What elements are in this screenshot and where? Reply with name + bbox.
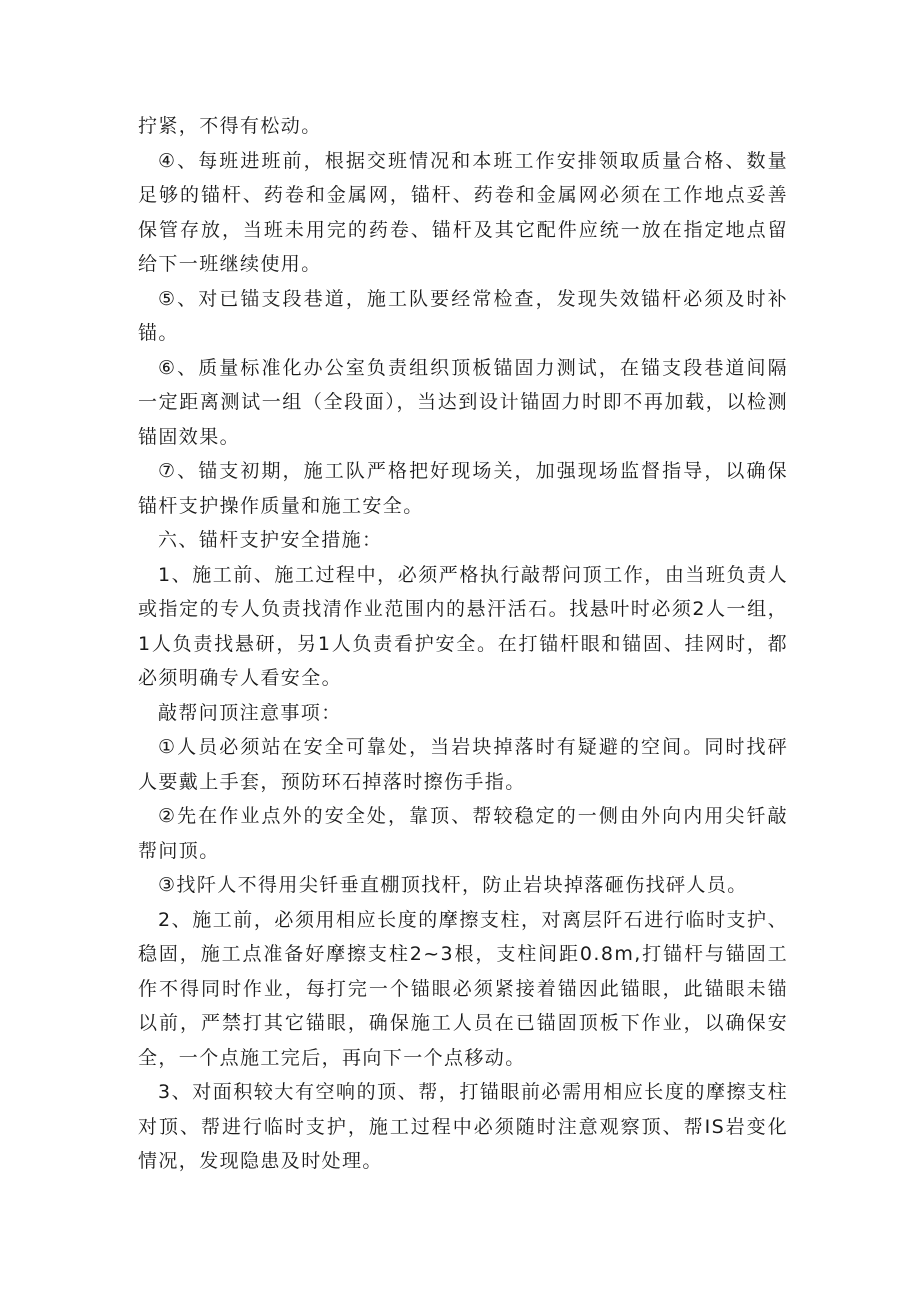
document-body bbox=[138, 109, 788, 1179]
paragraph-measure-3: 3、对面积较大有空响的顶、帮，打锚眼前必需用相应长度的摩擦支柱对顶、帮进行临时支护，施工过程中必须随时注意观察顶、帮IS岩变化情况，发现隐患及时处理。 bbox=[138, 1081, 788, 1172]
paragraph-note-2: ②先在作业点外的安全处，靠顶、帮较稳定的一侧由外向内用尖钎敲帮问顶。 bbox=[138, 805, 788, 862]
paragraph-note-1: ①人员必须站在安全可靠处，当岩块掉落时有疑避的空间。同时找砰人要戴上手套，预防环石掉落时擦伤手指。 bbox=[138, 736, 788, 793]
paragraph-note-3: ③找阡人不得用尖钎垂直棚顶找杆，防止岩块掉落砸伤找砰人员。 bbox=[158, 874, 748, 896]
paragraph-item-4: ④、每班进班前，根据交班情况和本班工作安排领取质量合格、数量足够的锚杆、药卷和金属网，锚杆、药卷和金属网必须在工作地点妥善保管存放，当班未用完的药卷、锚杆及其它配件应统一放在指定地点留给下一班继续使用。 bbox=[138, 149, 788, 275]
paragraph-tighten: 拧紧，不得有松动。 bbox=[138, 115, 322, 137]
paragraph-item-7: ⑦、锚支初期，施工队严格把好现场关，加强现场监督指导，以确保锚杆支护操作质量和施工安全。 bbox=[138, 460, 788, 517]
subheading-notes: 敲帮问顶注意事项： bbox=[158, 701, 342, 724]
paragraph-measure-1: 1、施工前、施工过程中，必须严格执行敲帮问顶工作，由当班负责人或指定的专人负责找清作业范围内的悬汗活石。找悬叶时必须2人一组，1人负责找悬研，另1人负责看护安全。在打锚杆眼和锚固、挂网时，都必须明确专人看安全。 bbox=[138, 563, 788, 689]
paragraph-item-6: ⑥、质量标准化办公室负责组织顶板锚固力测试，在锚支段巷道间隔一定距离测试一组（全段面），当达到设计锚固力时即不再加载，以检测锚固效果。 bbox=[138, 356, 788, 448]
paragraph-measure-2: 2、施工前，必须用相应长度的摩擦支柱，对离层阡石进行临时支护、稳固，施工点准备好摩擦支柱2~3根，支柱间距0.8m,打锚杆与锚固工作不得同时作业，每打完一个锚眼必须紧接着锚因此锚眼，此锚眼未锚以前，严禁打其它锚眼，确保施工人员在已锚固顶板下作业，以确保安全，一个点施工完后，再向下一个点移动。 bbox=[138, 908, 788, 1069]
paragraph-item-5: ⑤、对已锚支段巷道，施工队要经常检查，发现失效锚杆必须及时补锚。 bbox=[138, 287, 788, 344]
section-heading-safety-measures: 六、锚杆支护安全措施： bbox=[158, 529, 383, 551]
